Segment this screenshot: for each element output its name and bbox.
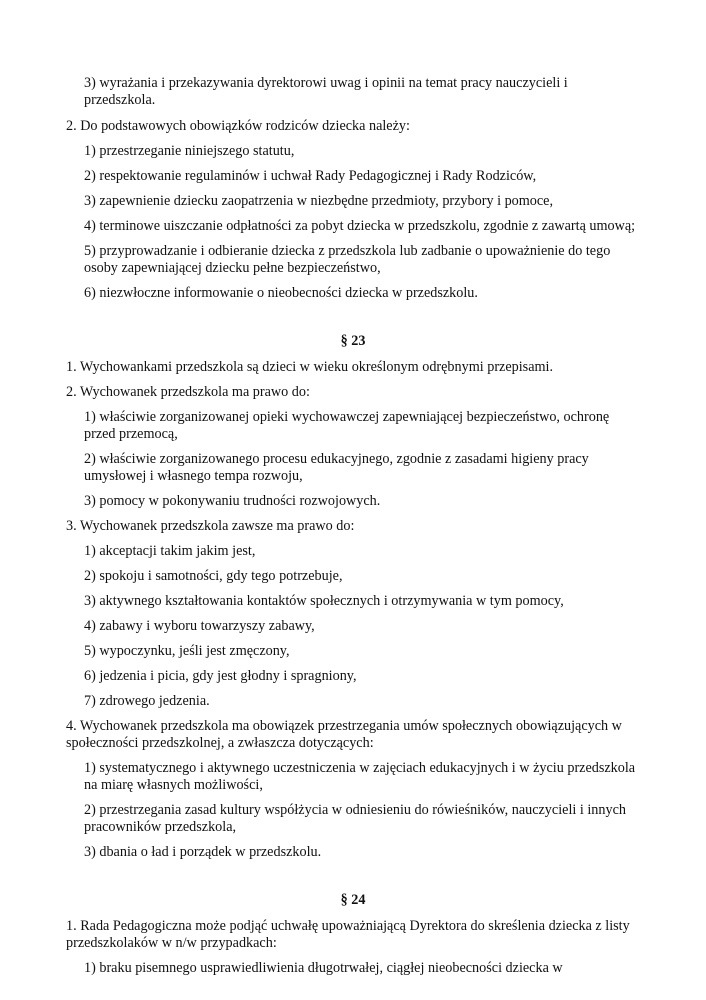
section-heading-24: § 24 bbox=[340, 892, 366, 908]
list-item: 3) aktywnego kształtowania kontaktów społecznych i otrzymywania w tym pomocy, bbox=[84, 593, 564, 609]
list-item: 2) właściwie zorganizowanego procesu edukacyjnego, zgodnie z zasadami higieny pracy bbox=[84, 451, 589, 467]
list-item-continuation: przed przemocą, bbox=[84, 426, 178, 442]
section-heading-23: § 23 bbox=[340, 333, 366, 349]
list-item: 3) pomocy w pokonywaniu trudności rozwojowych. bbox=[84, 493, 381, 509]
paragraph-23-1: 1. Wychowankami przedszkola są dzieci w wieku określonym odrębnymi przepisami. bbox=[66, 359, 554, 375]
list-item: 1) systematycznego i aktywnego uczestniczenia w zajęciach edukacyjnych i w życiu przedszkola bbox=[84, 760, 636, 776]
list-item-continuation: umysłowej i własnego tempa rozwoju, bbox=[84, 468, 303, 484]
list-item: 2) spokoju i samotności, gdy tego potrzebuje, bbox=[84, 568, 343, 584]
list-item: 7) zdrowego jedzenia. bbox=[84, 693, 210, 709]
list-item-continuation: na miarę własnych możliwości, bbox=[84, 777, 263, 793]
list-item: 3) wyrażania i przekazywania dyrektorowi uwag i opinii na temat pracy nauczycieli i bbox=[84, 75, 568, 91]
list-item-continuation: pracowników przedszkola, bbox=[84, 819, 237, 835]
list-item: 6) niezwłoczne informowanie o nieobecności dziecka w przedszkolu. bbox=[84, 285, 478, 301]
paragraph-23-3: 3. Wychowanek przedszkola zawsze ma prawo do: bbox=[66, 518, 355, 534]
list-item: 4) terminowe uiszczanie odpłatności za pobyt dziecka w przedszkolu, zgodnie z zawartą umową; bbox=[84, 218, 636, 234]
paragraph-continuation: przedszkolaków w n/w przypadkach: bbox=[66, 935, 277, 951]
list-item: 5) wypoczynku, jeśli jest zmęczony, bbox=[84, 643, 290, 659]
list-item: 3) dbania o ład i porządek w przedszkolu. bbox=[84, 844, 322, 860]
paragraph-24-1: 1. Rada Pedagogiczna może podjąć uchwałę upoważniającą Dyrektora do skreślenia dziecka z listy bbox=[66, 918, 630, 934]
list-item: 3) zapewnienie dziecku zaopatrzenia w niezbędne przedmioty, przybory i pomoce, bbox=[84, 193, 554, 209]
list-item: 4) zabawy i wyboru towarzyszy zabawy, bbox=[84, 618, 315, 634]
list-item: 2) przestrzegania zasad kultury współżycia w odniesieniu do rówieśników, nauczycieli i innych bbox=[84, 802, 626, 818]
paragraph-continuation: społeczności przedszkolnej, a zwłaszcza dotyczących: bbox=[66, 735, 374, 751]
list-item-continuation: osoby zapewniającej dziecku pełne bezpieczeństwo, bbox=[84, 260, 381, 276]
list-item: 1) braku pisemnego usprawiedliwienia długotrwałej, ciągłej nieobecności dziecka w bbox=[84, 960, 563, 976]
paragraph-23-4: 4. Wychowanek przedszkola ma obowiązek przestrzegania umów społecznych obowiązujących w bbox=[66, 718, 622, 734]
paragraph-23-2: 2. Wychowanek przedszkola ma prawo do: bbox=[66, 384, 310, 400]
paragraph-22-2: 2. Do podstawowych obowiązków rodziców dziecka należy: bbox=[66, 118, 410, 134]
list-item: 1) przestrzeganie niniejszego statutu, bbox=[84, 143, 295, 159]
list-item: 1) właściwie zorganizowanej opieki wychowawczej zapewniającej bezpieczeństwo, ochronę bbox=[84, 409, 610, 425]
list-item: 2) respektowanie regulaminów i uchwał Rady Pedagogicznej i Rady Rodziców, bbox=[84, 168, 537, 184]
list-item: 6) jedzenia i picia, gdy jest głodny i spragniony, bbox=[84, 668, 357, 684]
list-item: 1) akceptacji takim jakim jest, bbox=[84, 543, 256, 559]
list-item: 5) przyprowadzanie i odbieranie dziecka z przedszkola lub zadbanie o upoważnienie do tego bbox=[84, 243, 611, 259]
list-item-continuation: przedszkola. bbox=[84, 92, 156, 108]
